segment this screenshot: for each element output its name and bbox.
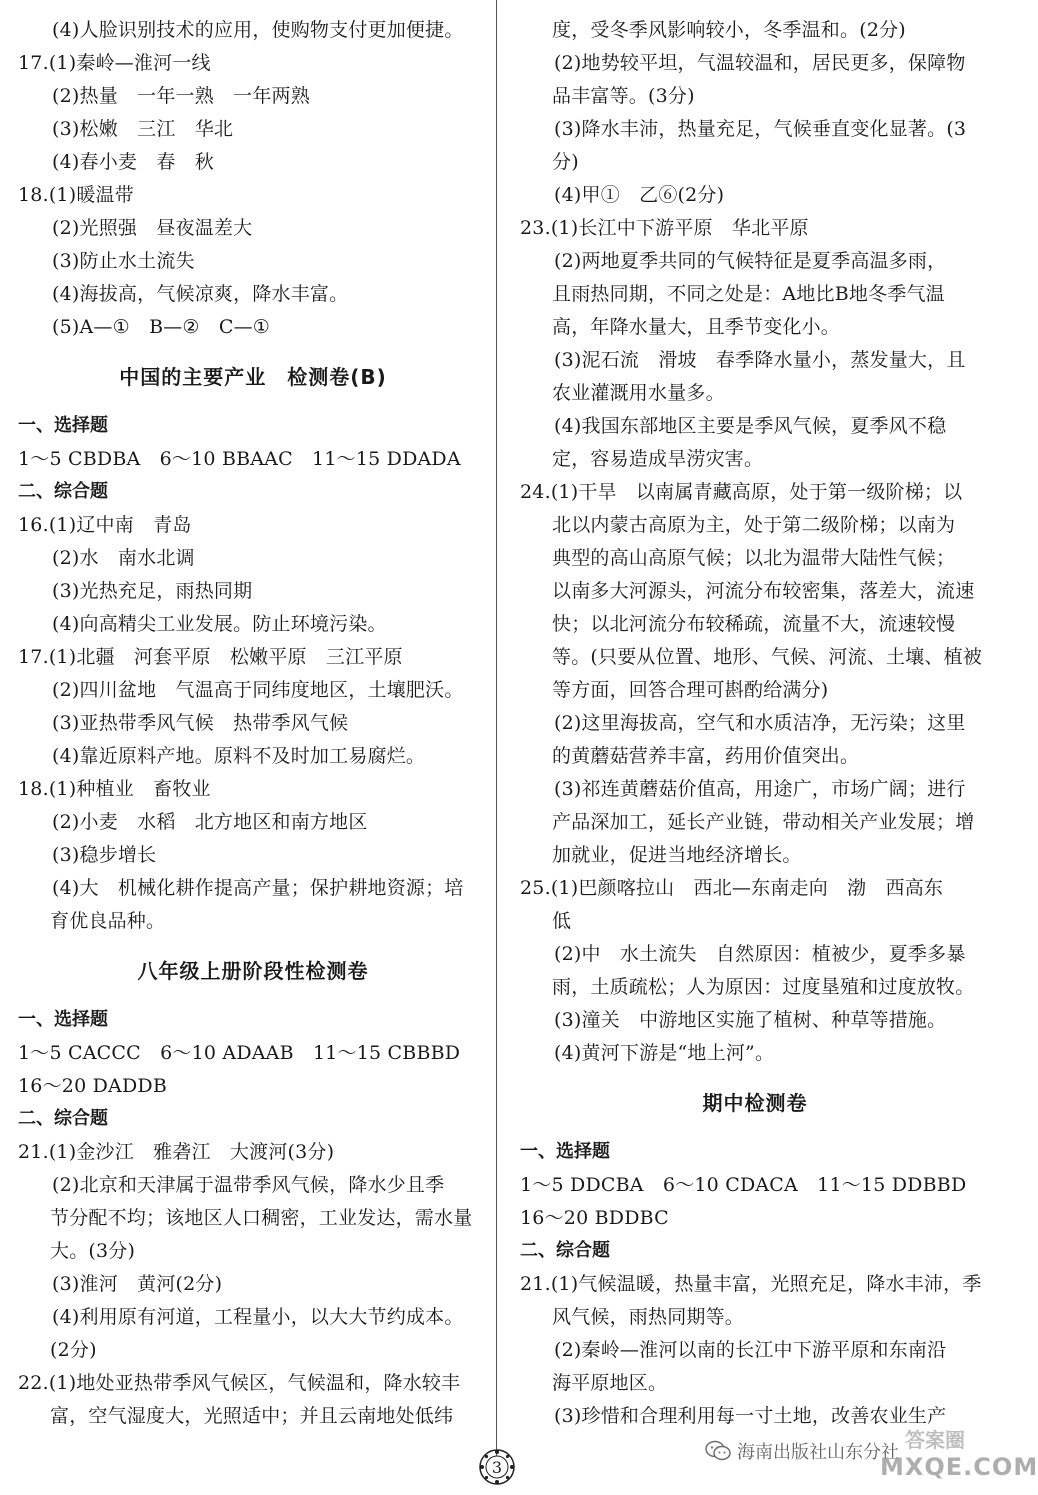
answer-line: (3)防止水土流失 — [52, 250, 195, 272]
choice-answers: 1～5 CBDBA 6～10 BBAAC 11～15 DDADA — [18, 448, 461, 470]
answer-line: (3)光热充足，雨热同期 — [52, 580, 253, 602]
answer-line: (2)四川盆地 气温高于同纬度地区，土壤肥沃。 — [52, 679, 464, 701]
answer-line: 等。(只要从位置、地形、气候、河流、土壤、植被 — [552, 646, 983, 668]
answer-line: (4)甲① 乙⑥(2分) — [554, 184, 725, 206]
answer-line: (4)大 机械化耕作提高产量；保护耕地资源；培 — [52, 877, 464, 899]
answer-line: (4)利用原有河道，工程量小，以大大节约成本。 — [52, 1306, 464, 1328]
answer-line: 度，受冬季风影响较小，冬季温和。(2分) — [552, 19, 906, 41]
answer-line: (2)这里海拔高，空气和水质洁净，无污染；这里 — [554, 712, 966, 734]
answer-line: 品丰富等。(3分) — [552, 85, 695, 107]
answer-line: 北以内蒙古高原为主，处于第二级阶梯；以南为 — [552, 514, 956, 536]
answer-line: (4)我国东部地区主要是季风气候，夏季风不稳 — [554, 415, 947, 437]
answer-line: 产品深加工，延长产业链，带动相关产业发展；增 — [552, 811, 975, 833]
answer-line: 25.(1)巴颜喀拉山 西北—东南走向 渤 西高东 — [520, 877, 944, 899]
answer-line: (3)淮河 黄河(2分) — [52, 1273, 223, 1295]
section-subheading: 一、选择题 — [18, 1009, 108, 1030]
answer-line: (2)秦岭—淮河以南的长江中下游平原和东南沿 — [554, 1339, 947, 1361]
answer-line: (3)降水丰沛，热量充足，气候垂直变化显著。(3 — [554, 118, 967, 140]
watermark-text: 海南出版社山东分社 — [737, 1442, 899, 1463]
answer-line: 富，空气湿度大，光照适中；并且云南地处低纬 — [50, 1405, 454, 1427]
section-subheading: 一、选择题 — [18, 415, 108, 436]
answer-line: 23.(1)长江中下游平原 华北平原 — [520, 217, 809, 239]
answer-line: 典型的高山高原气候；以北为温带大陆性气候； — [552, 547, 956, 569]
section-subheading: 二、综合题 — [520, 1240, 610, 1261]
section-title: 期中检测卷 — [702, 1091, 808, 1115]
watermark — [705, 1436, 899, 1466]
answer-line: (4)靠近原料产地。原料不及时加工易腐烂。 — [52, 745, 426, 767]
answer-line: (2)中 水土流失 自然原因：植被少，夏季多暴 — [554, 943, 966, 965]
answer-line: 18.(1)暖温带 — [18, 184, 134, 206]
answer-line: 21.(1)气候温暖，热量丰富，光照充足，降水丰沛，季 — [520, 1273, 982, 1295]
choice-answers: 1～5 CACCC 6～10 ADAAB 11～15 CBBBD — [18, 1042, 461, 1064]
section-title: 八年级上册阶段性检测卷 — [137, 959, 369, 983]
answer-line: (4)向高精尖工业发展。防止环境污染。 — [52, 613, 387, 635]
wechat-icon — [705, 1440, 731, 1462]
answer-line: (4)海拔高，气候凉爽，降水丰富。 — [52, 283, 349, 305]
answer-line: 风气候，雨热同期等。 — [552, 1306, 745, 1328]
answer-line: 定，容易造成旱涝灾害。 — [552, 448, 764, 470]
answer-line: (3)潼关 中游地区实施了植树、种草等措施。 — [554, 1009, 947, 1031]
answer-line: (4)春小麦 春 秋 — [52, 151, 214, 173]
answer-line: 节分配不均；该地区人口稠密，工业发达，需水量 — [50, 1207, 473, 1229]
section-title: 中国的主要产业 检测卷(B) — [119, 365, 387, 389]
answer-line: 低 — [552, 910, 572, 932]
answer-line: 17.(1)秦岭—淮河一线 — [18, 52, 211, 74]
answer-line: (3)稳步增长 — [52, 844, 157, 866]
answer-line: (2)水 南水北调 — [52, 547, 195, 569]
site-logo — [880, 1452, 1038, 1482]
page-number-text: 3 — [491, 1457, 503, 1477]
answer-line: 18.(1)种植业 畜牧业 — [18, 778, 211, 800]
answer-line: (2)热量 一年一熟 一年两熟 — [52, 85, 310, 107]
page-number — [470, 1447, 524, 1487]
choice-answers: 1～5 DDCBA 6～10 CDACA 11～15 DDBBD — [520, 1174, 967, 1196]
answer-line: (3)珍惜和合理利用每一寸土地，改善农业生产 — [554, 1405, 947, 1427]
answer-line: 高，年降水量大，且季节变化小。 — [552, 316, 841, 338]
answer-line: (3)祁连黄蘑菇价值高，用途广，市场广阔；进行 — [554, 778, 966, 800]
answer-line: 等方面，回答合理可斟酌给满分) — [552, 679, 829, 701]
site-logo-text: MXQE.COM — [880, 1453, 1038, 1481]
answer-line: 育优良品种。 — [50, 910, 166, 932]
answer-line: 21.(1)金沙江 雅砻江 大渡河(3分) — [18, 1141, 335, 1163]
column-divider — [496, 0, 497, 1462]
choice-answers: 16～20 BDDBC — [520, 1207, 669, 1229]
section-subheading: 二、综合题 — [18, 1108, 108, 1129]
answer-line: (2)小麦 水稻 北方地区和南方地区 — [52, 811, 368, 833]
answer-line: (2)北京和天津属于温带季风气候，降水少且季 — [52, 1174, 445, 1196]
answer-line: 分) — [552, 151, 579, 173]
answer-line: (5)A—① B—② C—① — [52, 316, 271, 338]
answer-line: 的黄蘑菇营养丰富，药用价值突出。 — [552, 745, 860, 767]
answer-line: (2)地势较平坦，气温较温和，居民更多，保障物 — [554, 52, 966, 74]
section-subheading: 一、选择题 — [520, 1141, 610, 1162]
answer-line: (2)光照强 昼夜温差大 — [52, 217, 253, 239]
answer-line: (2分) — [50, 1339, 97, 1361]
answer-line: (4)黄河下游是“地上河”。 — [554, 1042, 775, 1064]
answer-line: (4)人脸识别技术的应用，使购物支付更加便捷。 — [52, 19, 464, 41]
answer-line: 17.(1)北疆 河套平原 松嫩平原 三江平原 — [18, 646, 403, 668]
answer-line: 雨，土质疏松；人为原因：过度垦殖和过度放牧。 — [552, 976, 975, 998]
answer-line: 海平原地区。 — [552, 1372, 668, 1394]
answer-line: 且雨热同期，不同之处是：A地比B地冬季气温 — [552, 283, 945, 305]
answer-line: 加就业，促进当地经济增长。 — [552, 844, 802, 866]
answer-line: 快；以北河流分布较稀疏，流量不大，流速较慢 — [552, 613, 956, 635]
answer-line: 22.(1)地处亚热带季风气候区，气候温和，降水较丰 — [18, 1372, 461, 1394]
section-subheading: 二、综合题 — [18, 481, 108, 502]
answer-line: (3)松嫩 三江 华北 — [52, 118, 234, 140]
answer-line: 16.(1)辽中南 青岛 — [18, 514, 192, 536]
answer-line: 以南多大河源头，河流分布较密集，落差大，流速 — [552, 580, 975, 602]
answer-line: (2)两地夏季共同的气候特征是夏季高温多雨， — [554, 250, 947, 272]
answer-line: 农业灌溉用水量多。 — [552, 382, 725, 404]
answer-line: (3)亚热带季风气候 热带季风气候 — [52, 712, 349, 734]
answer-line: 24.(1)干旱 以南属青藏高原，处于第一级阶梯；以 — [520, 481, 963, 503]
choice-answers: 16～20 DADDB — [18, 1075, 167, 1097]
answer-line: (3)泥石流 滑坡 春季降水量小，蒸发量大，且 — [554, 349, 966, 371]
site-logo-cn: 答案圈 — [905, 1428, 965, 1452]
answer-line: 大。(3分) — [50, 1240, 136, 1262]
